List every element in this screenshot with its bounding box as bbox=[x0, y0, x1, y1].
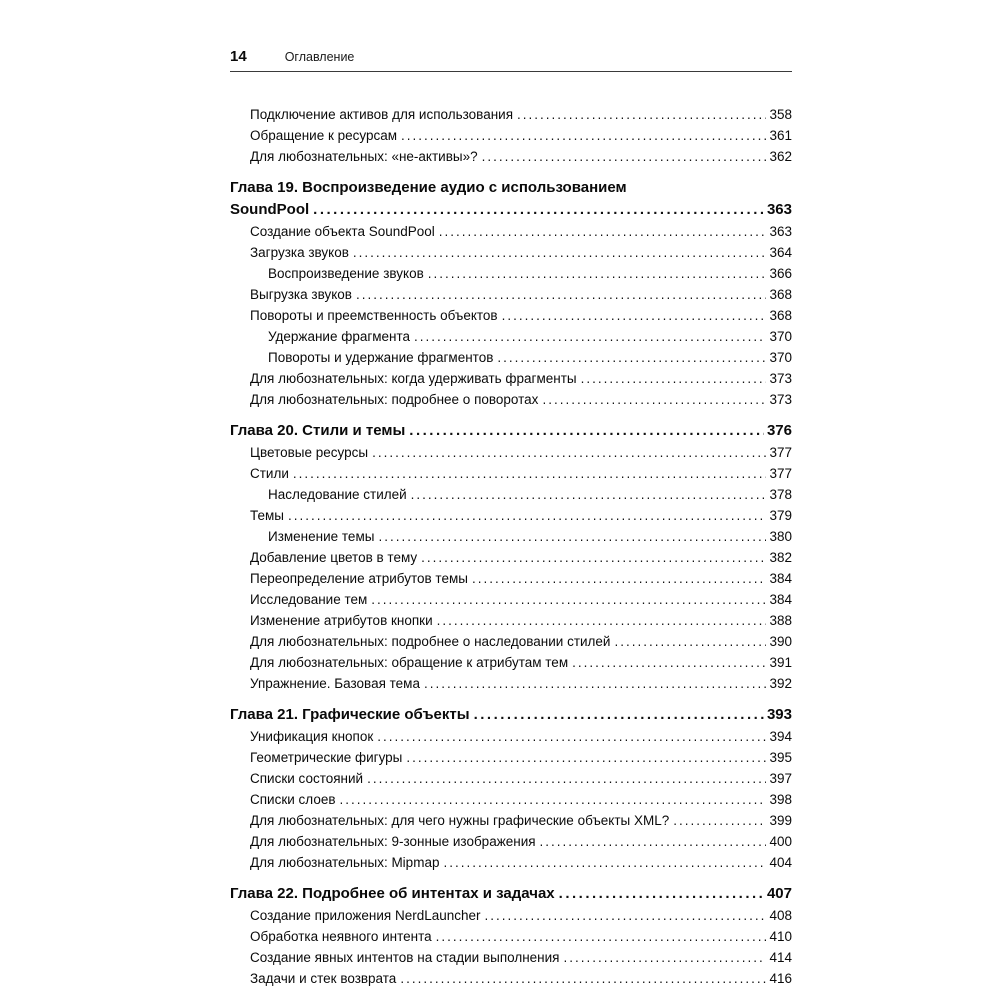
toc-entry-page: 377 bbox=[769, 445, 792, 460]
toc-entry-page: 399 bbox=[769, 813, 792, 828]
toc-entry bbox=[230, 589, 792, 610]
toc-entry-page: 364 bbox=[769, 245, 792, 260]
dot-leader bbox=[401, 125, 766, 146]
dot-leader bbox=[581, 368, 767, 389]
chapter-group-gap bbox=[230, 410, 792, 420]
toc-entry-page: 408 bbox=[769, 908, 792, 923]
toc-entry-page: 390 bbox=[769, 634, 792, 649]
toc-chapter-entry bbox=[230, 199, 792, 221]
toc-entry-title: Геометрические фигуры bbox=[250, 750, 403, 765]
toc-entry-page: 376 bbox=[766, 422, 792, 439]
toc-entry-title: SoundPool bbox=[230, 201, 310, 218]
toc-entry bbox=[230, 547, 792, 568]
toc-entry-title: Глава 20. Стили и темы bbox=[230, 422, 406, 439]
toc-entry bbox=[230, 968, 792, 989]
toc-entry bbox=[230, 125, 792, 146]
dot-leader bbox=[372, 442, 766, 463]
dot-leader bbox=[502, 305, 767, 326]
toc-entry-title: Темы bbox=[250, 508, 284, 523]
toc-entry-page: 407 bbox=[766, 885, 792, 902]
toc-entry-title: Для любознательных: Mipmap bbox=[250, 855, 440, 870]
dot-leader bbox=[540, 831, 767, 852]
toc-entry-title: Для любознательных: когда удерживать фрагменты bbox=[250, 371, 577, 386]
toc-entry bbox=[230, 326, 792, 347]
toc-entry-page: 400 bbox=[769, 834, 792, 849]
dot-leader bbox=[356, 284, 767, 305]
toc-entry bbox=[230, 726, 792, 747]
toc-entry bbox=[230, 947, 792, 968]
toc-entry-title: Создание объекта SoundPool bbox=[250, 224, 435, 239]
dot-leader bbox=[409, 420, 764, 441]
toc-entry bbox=[230, 146, 792, 167]
toc-entry bbox=[230, 810, 792, 831]
toc-entry-title: Списки состояний bbox=[250, 771, 364, 786]
toc-entry-page: 378 bbox=[769, 487, 792, 502]
toc-entry-title: Цветовые ресурсы bbox=[250, 445, 369, 460]
dot-leader bbox=[411, 484, 767, 505]
header-rule bbox=[230, 71, 792, 72]
toc-entry bbox=[230, 505, 792, 526]
toc-entry-title: Глава 21. Графические объекты bbox=[230, 706, 470, 723]
toc-entry bbox=[230, 673, 792, 694]
dot-leader bbox=[517, 104, 766, 125]
dot-leader bbox=[400, 968, 766, 989]
dot-leader bbox=[437, 610, 767, 631]
toc-entry-title: Исследование тем bbox=[250, 592, 368, 607]
dot-leader bbox=[542, 389, 766, 410]
toc-entry bbox=[230, 831, 792, 852]
toc-entry-title: Подключение активов для использования bbox=[250, 107, 514, 122]
toc-entry-page: 393 bbox=[766, 706, 792, 723]
chapter-group-gap bbox=[230, 873, 792, 883]
toc-entry-title: Наследование стилей bbox=[268, 487, 407, 502]
toc-entry-page: 361 bbox=[769, 128, 792, 143]
toc-entry-title: Выгрузка звуков bbox=[250, 287, 352, 302]
toc-entry bbox=[230, 768, 792, 789]
toc-chapter-entry bbox=[230, 883, 792, 905]
dot-leader bbox=[340, 789, 767, 810]
toc-entry-page: 368 bbox=[769, 308, 792, 323]
toc-entry bbox=[230, 442, 792, 463]
dot-leader bbox=[474, 704, 764, 725]
toc-entry-page: 373 bbox=[769, 371, 792, 386]
toc-entry-page: 397 bbox=[769, 771, 792, 786]
toc-entry-page: 398 bbox=[769, 792, 792, 807]
dot-leader bbox=[472, 568, 767, 589]
toc-entry-title: Списки слоев bbox=[250, 792, 336, 807]
dot-leader bbox=[293, 463, 767, 484]
toc-entry bbox=[230, 242, 792, 263]
toc-entry-page: 370 bbox=[769, 329, 792, 344]
table-of-contents bbox=[230, 104, 792, 989]
toc-entry-title: Для любознательных: «не-активы»? bbox=[250, 149, 478, 164]
toc-entry bbox=[230, 263, 792, 284]
toc-entry-title: Для любознательных: 9-зонные изображения bbox=[250, 834, 536, 849]
toc-entry-title: Стили bbox=[250, 466, 289, 481]
dot-leader bbox=[313, 199, 764, 220]
toc-entry-title: Обработка неявного интента bbox=[250, 929, 432, 944]
toc-entry-page: 384 bbox=[769, 592, 792, 607]
toc-entry-page: 395 bbox=[769, 750, 792, 765]
toc-chapter-entry bbox=[230, 177, 792, 199]
toc-entry-title: Глава 22. Подробнее об интентах и задачах bbox=[230, 885, 555, 902]
header-page-number: 14 bbox=[230, 48, 247, 65]
dot-leader bbox=[673, 810, 766, 831]
toc-entry-page: 410 bbox=[769, 929, 792, 944]
dot-leader bbox=[564, 947, 767, 968]
dot-leader bbox=[288, 505, 766, 526]
toc-entry-page: 373 bbox=[769, 392, 792, 407]
toc-entry-page: 370 bbox=[769, 350, 792, 365]
dot-leader bbox=[424, 673, 766, 694]
toc-entry bbox=[230, 926, 792, 947]
toc-entry-page: 363 bbox=[769, 224, 792, 239]
toc-entry-page: 377 bbox=[769, 466, 792, 481]
toc-entry-title: Удержание фрагмента bbox=[268, 329, 411, 344]
toc-entry-title: Создание приложения NerdLauncher bbox=[250, 908, 481, 923]
dot-leader bbox=[377, 726, 766, 747]
toc-entry-title: Повороты и преемственность объектов bbox=[250, 308, 498, 323]
toc-entry bbox=[230, 610, 792, 631]
toc-entry bbox=[230, 104, 792, 125]
toc-entry-page: 368 bbox=[769, 287, 792, 302]
dot-leader bbox=[482, 146, 767, 167]
toc-entry-page: 392 bbox=[769, 676, 792, 691]
toc-entry bbox=[230, 526, 792, 547]
toc-entry-title: Воспроизведение звуков bbox=[268, 266, 424, 281]
page-content bbox=[230, 48, 792, 989]
toc-entry-title: Изменение атрибутов кнопки bbox=[250, 613, 433, 628]
toc-entry-page: 388 bbox=[769, 613, 792, 628]
toc-entry-page: 363 bbox=[766, 201, 792, 218]
toc-entry-title: Для любознательных: подробнее о наследовании стилей bbox=[250, 634, 611, 649]
dot-leader bbox=[497, 347, 766, 368]
toc-entry bbox=[230, 463, 792, 484]
toc-chapter-entry bbox=[230, 704, 792, 726]
toc-entry-title: Создание явных интентов на стадии выполнения bbox=[250, 950, 560, 965]
dot-leader bbox=[614, 631, 766, 652]
toc-entry-title: Глава 19. Воспроизведение аудио с использованием bbox=[230, 179, 627, 196]
toc-entry-title: Для любознательных: для чего нужны графические объекты XML? bbox=[250, 813, 670, 828]
dot-leader bbox=[378, 526, 766, 547]
toc-entry bbox=[230, 568, 792, 589]
toc-entry bbox=[230, 347, 792, 368]
dot-leader bbox=[559, 883, 764, 904]
dot-leader bbox=[353, 242, 767, 263]
dot-leader bbox=[443, 852, 766, 873]
dot-leader bbox=[485, 905, 767, 926]
toc-entry-page: 362 bbox=[769, 149, 792, 164]
dot-leader bbox=[367, 768, 766, 789]
page-header bbox=[230, 48, 792, 66]
toc-entry bbox=[230, 221, 792, 242]
toc-entry-page: 379 bbox=[769, 508, 792, 523]
toc-entry-page: 366 bbox=[769, 266, 792, 281]
dot-leader bbox=[414, 326, 766, 347]
toc-entry-title: Добавление цветов в тему bbox=[250, 550, 418, 565]
toc-entry-title: Унификация кнопок bbox=[250, 729, 374, 744]
toc-entry bbox=[230, 652, 792, 673]
toc-entry bbox=[230, 905, 792, 926]
toc-entry-title: Упражнение. Базовая тема bbox=[250, 676, 420, 691]
dot-leader bbox=[428, 263, 767, 284]
toc-entry-title: Для любознательных: обращение к атрибутам тем bbox=[250, 655, 569, 670]
toc-entry-title: Задачи и стек возврата bbox=[250, 971, 397, 986]
toc-entry-title: Переопределение атрибутов темы bbox=[250, 571, 468, 586]
dot-leader bbox=[572, 652, 766, 673]
chapter-group-gap bbox=[230, 694, 792, 704]
chapter-group-gap bbox=[230, 167, 792, 177]
dot-leader bbox=[371, 589, 766, 610]
toc-entry-page: 414 bbox=[769, 950, 792, 965]
toc-entry bbox=[230, 305, 792, 326]
toc-entry bbox=[230, 484, 792, 505]
toc-entry bbox=[230, 789, 792, 810]
toc-entry-page: 380 bbox=[769, 529, 792, 544]
toc-entry bbox=[230, 852, 792, 873]
toc-entry-page: 416 bbox=[769, 971, 792, 986]
dot-leader bbox=[436, 926, 767, 947]
toc-entry bbox=[230, 368, 792, 389]
toc-entry-title: Изменение темы bbox=[268, 529, 375, 544]
toc-entry-page: 384 bbox=[769, 571, 792, 586]
toc-entry bbox=[230, 284, 792, 305]
toc-entry-title: Повороты и удержание фрагментов bbox=[268, 350, 494, 365]
toc-entry-title: Загрузка звуков bbox=[250, 245, 349, 260]
toc-entry bbox=[230, 747, 792, 768]
running-head-title: Оглавление bbox=[284, 50, 355, 64]
toc-entry-page: 404 bbox=[769, 855, 792, 870]
toc-entry bbox=[230, 389, 792, 410]
dot-leader bbox=[421, 547, 766, 568]
toc-entry-title: Обращение к ресурсам bbox=[250, 128, 398, 143]
dot-leader bbox=[406, 747, 766, 768]
toc-entry-page: 391 bbox=[769, 655, 792, 670]
toc-chapter-entry bbox=[230, 420, 792, 442]
toc-entry-page: 394 bbox=[769, 729, 792, 744]
toc-entry-title: Для любознательных: подробнее о поворотах bbox=[250, 392, 539, 407]
dot-leader bbox=[439, 221, 767, 242]
toc-entry-page: 382 bbox=[769, 550, 792, 565]
toc-entry bbox=[230, 631, 792, 652]
toc-entry-page: 358 bbox=[769, 107, 792, 122]
